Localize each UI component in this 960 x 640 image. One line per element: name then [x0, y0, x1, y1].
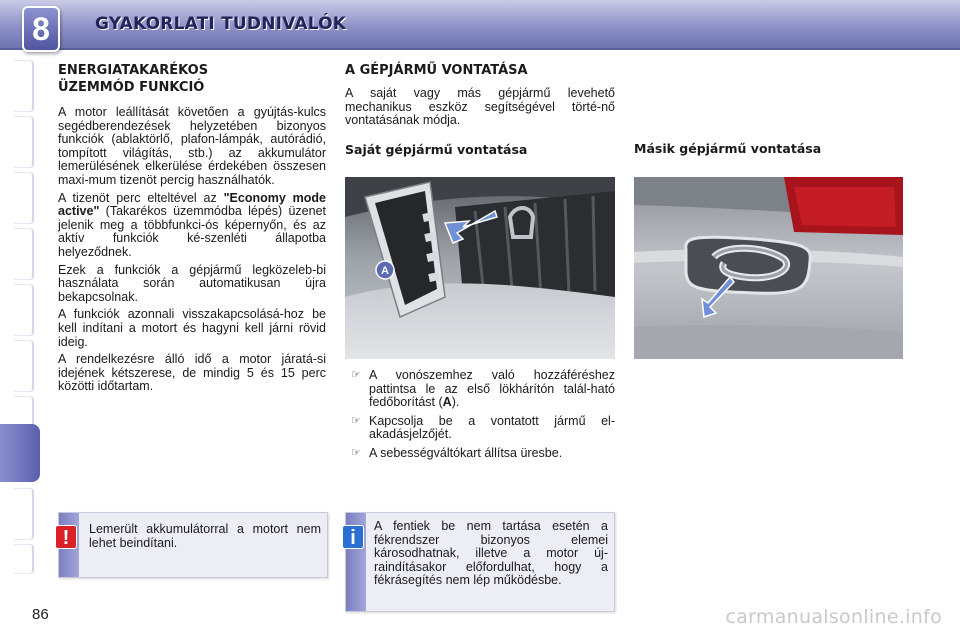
bumper-cover-photo	[345, 177, 615, 359]
paragraph: A tizenöt perc elteltével az "Economy mode active" (Takarékos üzemmódba lépés) üzenet jelenik meg a többfunkci-ós képernyőn, és az aktív funkciók ké-szenléti állapotba helyeződnek.	[58, 190, 326, 259]
info-icon: i	[342, 525, 364, 549]
list-item: ☞ A vonószemhez való hozzáféréshez pattintsa le az első lökhárítón talál-ható fedőborítást (A).	[351, 368, 615, 410]
towing-title: A GÉPJÁRMŰ VONTATÁSA	[345, 63, 528, 78]
warning-note	[58, 512, 328, 578]
arrow-bullet-icon: ☞	[351, 414, 361, 427]
other-vehicle-towing-subtitle: Másik gépjármű vontatása	[634, 141, 822, 156]
left-column	[58, 62, 326, 398]
chapter-title: GYAKORLATI TUDNIVALÓK	[95, 14, 347, 34]
watermark-text: carmanualsonline.info	[725, 606, 942, 628]
warning-text: Lemerült akkumulátorral a motort nem lehet beindítani.	[89, 522, 321, 550]
chapter-tab[interactable]	[14, 340, 34, 392]
paragraph: Ezek a funkciók a gépjármű legközeleb-bi használata során automatikusan újra bekapcsolnak.	[58, 262, 326, 304]
chapter-tabs	[0, 60, 40, 580]
info-text: A fentiek be nem tartása esetén a fékrendszer bizonyos elemei károsodhatnak, illetve a motor új-raindításakor előfordulhat, hogy a fékrásegítés nem lép működésbe.	[374, 519, 608, 588]
arrow-bullet-icon: ☞	[351, 369, 361, 381]
chapter-tab[interactable]	[14, 228, 34, 280]
chapter-tab[interactable]	[14, 544, 34, 574]
arrow-bullet-icon: ☞	[351, 446, 361, 459]
chapter-number-badge: 8	[22, 6, 60, 52]
chapter-tab[interactable]	[14, 116, 34, 168]
chapter-tab[interactable]	[14, 284, 34, 336]
warning-exclamation-icon: !	[55, 525, 77, 549]
towing-intro: A saját vagy más gépjármű levehető mechanikus eszköz segítségével törté-nő vontatásának módja.	[345, 86, 615, 128]
own-vehicle-towing-subtitle: Saját gépjármű vontatása	[345, 141, 528, 157]
towing-steps-list	[345, 369, 615, 466]
page-number: 86	[32, 606, 49, 623]
photo-label-a: A	[381, 265, 389, 277]
paragraph: A motor leállítását követően a gyújtás-kulcs segédberendezések helyzetében bizonyos funkciók (ablaktörlő, plafon-lámpák, autórádió, tompított világítás, stb.) az akkumulátor lemerülésének elkerülése érdekében összesen maxi-mum tizenöt percig használhatók.	[58, 105, 326, 187]
chapter-tab[interactable]	[14, 60, 34, 112]
list-item: ☞ Kapcsolja be a vontatott jármű el-akadásjelzőjét.	[351, 413, 615, 442]
paragraph: A rendelkezésre álló idő a motor járatá-si idejének kétszerese, de mindig 5 és 15 perc közötti időtartam.	[58, 352, 326, 394]
list-item: ☞ A sebességváltókart állítsa üresbe.	[351, 445, 563, 460]
middle-column	[345, 62, 615, 157]
rear-tow-eye-photo	[634, 177, 903, 359]
right-column	[634, 141, 904, 156]
paragraph: A funkciók azonnali visszakapcsolásá-hoz be kell indítani a motort és hagyni kell járni rövid ideig.	[58, 307, 326, 349]
energy-saving-title: ENERGIATAKARÉKOS ÜZEMMÓD FUNKCIÓ	[58, 63, 209, 95]
chapter-tab[interactable]	[14, 172, 34, 224]
chapter-tab[interactable]	[14, 488, 34, 540]
chapter-tab-active[interactable]	[0, 424, 40, 482]
info-note	[345, 512, 615, 612]
